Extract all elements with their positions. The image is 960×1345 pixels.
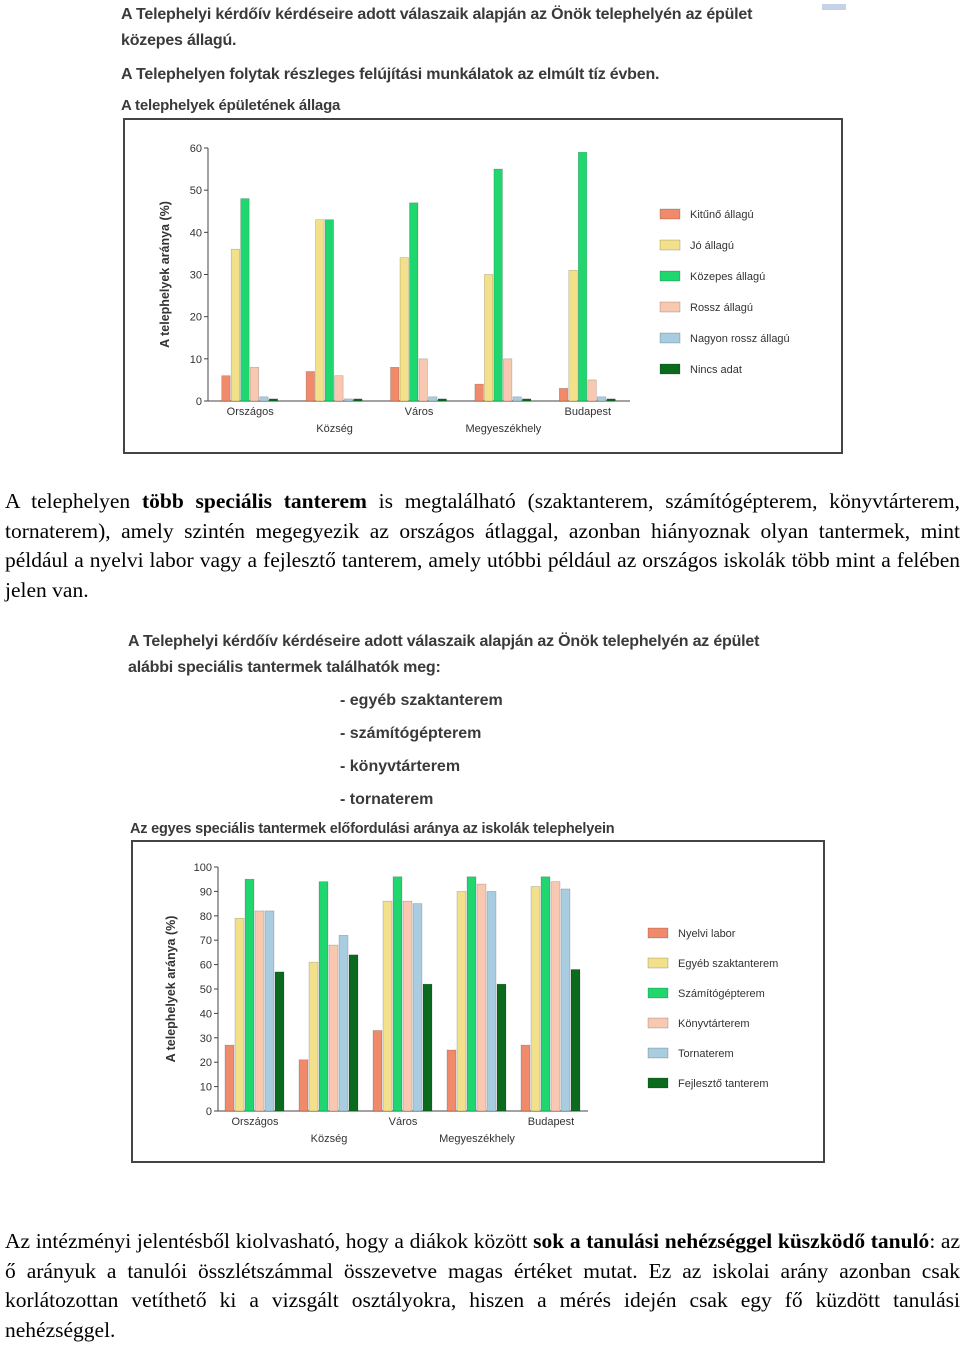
bar (487, 891, 496, 1111)
legend-label: Fejlesztő tanterem (678, 1078, 769, 1090)
category-label: Országos (226, 406, 274, 418)
section2-heading-line1: A Telephelyi kérdőív kérdéseire adott válaszaik alapján az Önök telephelyén az épület (128, 633, 760, 650)
legend-label: Könyvtárterem (678, 1018, 750, 1030)
bar (569, 270, 578, 401)
legend-swatch (648, 928, 668, 938)
bar (265, 911, 274, 1111)
legend-swatch (648, 988, 668, 998)
bar (329, 945, 338, 1111)
bullet-item: - tornaterem (340, 791, 434, 808)
legend-label: Közepes állagú (690, 271, 766, 283)
bar (521, 1045, 530, 1111)
bar (339, 935, 348, 1111)
paragraph-special-classrooms (5, 487, 960, 605)
bar (241, 199, 250, 401)
legend-swatch (648, 1048, 668, 1058)
legend-label: Nincs adat (690, 364, 742, 376)
legend-swatch (660, 271, 680, 281)
y-tick-label: 40 (199, 1008, 212, 1021)
legend-label: Jó állagú (690, 240, 735, 252)
bar (400, 258, 409, 401)
section1-renovation-note: A Telephelyen folytak részleges felújítási munkálatok az elmúlt tíz évben. (121, 66, 660, 83)
category-label: Község (316, 423, 353, 435)
bar (335, 376, 344, 401)
bar (513, 397, 522, 401)
special-classrooms-chart (131, 840, 825, 1163)
bar (522, 399, 531, 401)
paragraph2-text-1: Az intézményi jelentésből kiolvasható, hogy a diákok között (5, 1229, 534, 1253)
y-tick-label: 40 (189, 227, 202, 240)
bar (354, 399, 363, 401)
legend-swatch (660, 333, 680, 343)
bar (250, 367, 259, 401)
category-label: Megyeszékhely (465, 423, 542, 435)
legend-swatch (648, 1078, 668, 1088)
bar (607, 399, 616, 401)
y-tick-label: 50 (199, 984, 212, 996)
bar (269, 399, 278, 401)
bar (316, 220, 325, 401)
bar (393, 877, 402, 1111)
paragraph1-text-after: is megtalálható (szaktanterem, számítógépterem, könyvtárterem, tornaterem), amely szintén megegyezik az országos átlaggal, azonban hiányoznak olyan tantermek, mint például a nyelvi labor vagy a fejlesztő tanterem, amely utóbbi például az országos iskolák több mint a felében jelen van. (5, 489, 960, 602)
bar (225, 1045, 234, 1111)
legend-swatch (660, 240, 680, 250)
bar (457, 891, 466, 1111)
y-tick-label: 0 (195, 396, 202, 408)
y-tick-label: 50 (189, 185, 202, 198)
legend-label: Egyéb szaktanterem (678, 958, 779, 970)
bar (413, 904, 422, 1111)
building-condition-chart (123, 118, 843, 454)
category-label: Város (388, 1116, 418, 1128)
legend-swatch (660, 364, 680, 374)
bar (309, 962, 318, 1111)
bullet-item: - egyéb szaktanterem (340, 692, 503, 709)
bar (578, 152, 587, 401)
bar (484, 275, 493, 402)
bar (467, 877, 476, 1111)
bar (447, 1050, 456, 1111)
bar (531, 887, 540, 1111)
y-tick-label: 10 (189, 353, 202, 366)
y-tick-label: 30 (199, 1032, 212, 1045)
bar (306, 371, 315, 401)
bar (561, 889, 570, 1111)
bar (597, 397, 606, 401)
bar (551, 882, 560, 1111)
y-tick-label: 90 (199, 886, 212, 899)
legend-swatch (660, 209, 680, 219)
bar (571, 969, 580, 1111)
bar (231, 249, 240, 401)
bar (275, 972, 284, 1111)
category-label: Budapest (527, 1116, 575, 1128)
paragraph1-text-before: A telephelyen (5, 489, 142, 513)
category-label: Város (404, 406, 434, 418)
paragraph-learning-difficulties (5, 1227, 960, 1345)
y-tick-label: 80 (199, 910, 212, 923)
chart1-caption: A telephelyek épületének állaga (121, 97, 341, 114)
bar (222, 376, 231, 401)
bar (494, 169, 503, 401)
top-accent-bar (822, 4, 846, 10)
paragraph2-bold: sok a tanulási nehézséggel küszködő tanuló (533, 1229, 930, 1253)
bullet-item: - könyvtárterem (340, 758, 461, 775)
y-tick-label: 10 (199, 1081, 212, 1094)
bar (559, 388, 568, 401)
section1-heading-line2: közepes állagú. (121, 32, 237, 49)
legend-label: Kitűnő állagú (690, 209, 754, 221)
y-axis-label: A telephelyek aránya (%) (164, 915, 178, 1063)
category-label: Megyeszékhely (439, 1133, 515, 1145)
bar (541, 877, 550, 1111)
bar (299, 1060, 308, 1111)
y-tick-label: 100 (193, 862, 212, 874)
y-tick-label: 20 (189, 311, 202, 324)
bar (383, 901, 392, 1111)
legend-swatch (660, 302, 680, 312)
bar (403, 901, 412, 1111)
y-tick-label: 60 (189, 143, 202, 155)
bar (410, 203, 419, 401)
legend-label: Nyelvi labor (678, 928, 736, 940)
paragraph2-text-2: : az ő arányuk a tanulói összlétszámmal összevetve magas értéket mutat. Ez az iskolai arány azonban csak korlátozottan vetíthető ki a vizsgált osztályokra, hiszen a mérés idején csak egy fő küzdött tanulási nehézséggel. (5, 1229, 960, 1342)
section2-heading-line2: alábbi speciális tantermek találhatók meg: (128, 659, 441, 676)
section1-heading-line1: A Telephelyi kérdőív kérdéseire adott válaszaik alapján az Önök telephelyén az épület (121, 6, 753, 23)
bar (419, 359, 428, 401)
bar (503, 359, 512, 401)
bar (325, 220, 334, 401)
legend-swatch (648, 958, 668, 968)
paragraph1-bold: több speciális tanterem (141, 489, 367, 513)
category-label: Budapest (564, 406, 612, 418)
bullet-item: - számítógépterem (340, 725, 482, 742)
legend-label: Tornaterem (678, 1048, 734, 1060)
y-tick-label: 0 (205, 1106, 212, 1118)
y-axis-label: A telephelyek aránya (%) (158, 201, 172, 348)
legend-label: Számítógépterem (678, 988, 765, 1000)
y-tick-label: 20 (199, 1057, 212, 1070)
bar (319, 882, 328, 1111)
bar (235, 918, 244, 1111)
legend-label: Nagyon rossz állagú (690, 333, 790, 345)
legend-swatch (648, 1018, 668, 1028)
y-tick-label: 70 (199, 935, 212, 948)
bar (344, 399, 353, 401)
bar (588, 380, 597, 401)
bar (429, 397, 438, 401)
bar (255, 911, 264, 1111)
category-label: Országos (231, 1116, 279, 1128)
bar (391, 367, 400, 401)
chart2-caption: Az egyes speciális tantermek előfordulási aránya az iskolák telephelyein (130, 821, 615, 837)
bar (349, 955, 358, 1111)
bar (245, 879, 254, 1111)
legend-label: Rossz állagú (690, 302, 753, 314)
bar (373, 1030, 382, 1111)
bar (423, 984, 432, 1111)
bar (475, 384, 484, 401)
bar (497, 984, 506, 1111)
bar (477, 884, 486, 1111)
y-tick-label: 30 (189, 269, 202, 282)
bar (438, 399, 447, 401)
bar (260, 397, 269, 401)
y-tick-label: 60 (199, 959, 212, 972)
category-label: Község (310, 1133, 348, 1145)
